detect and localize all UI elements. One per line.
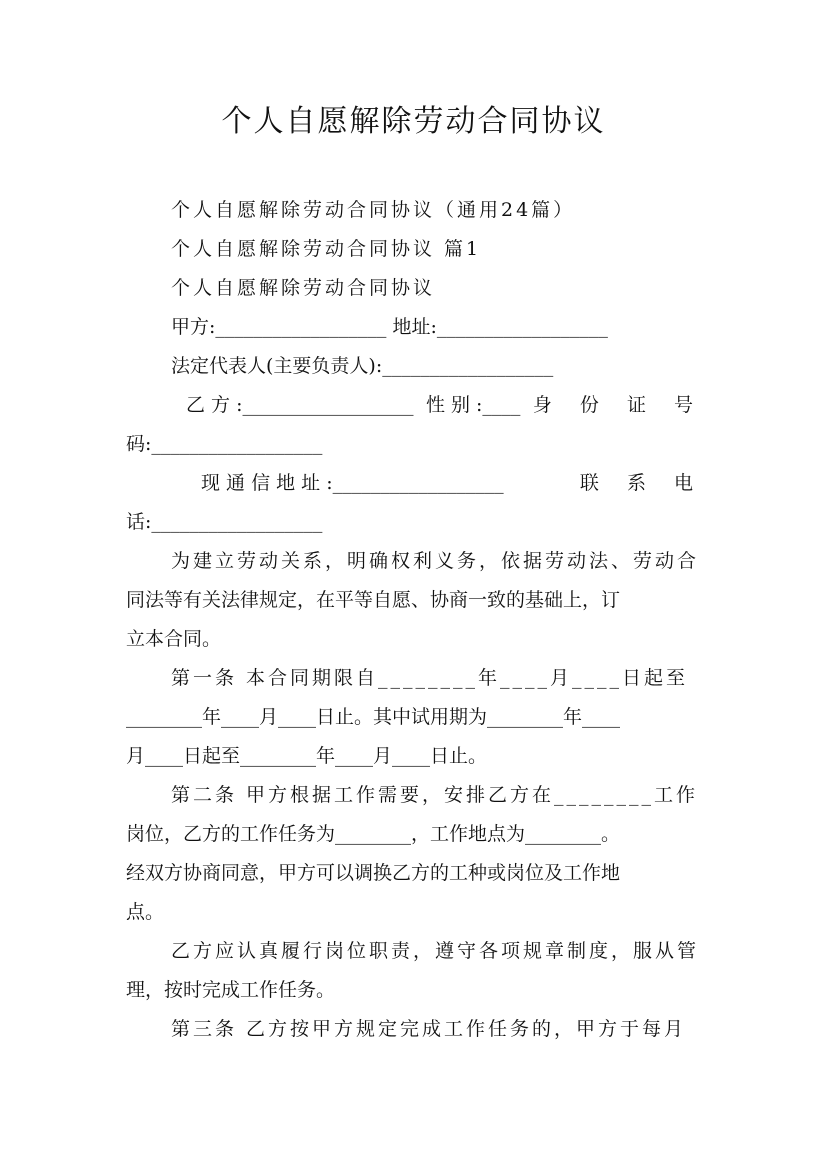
party-a-line: 甲方:__________________ 地址:__________________ [171,316,608,338]
agreement-heading: 个人自愿解除劳动合同协议 [171,277,436,299]
legal-rep-line: 法定代表人(主要负责人):__________________ [171,355,554,377]
paragraph-line: 同法等有关法律规定，在平等自愿、协商一致的基础上，订 [126,589,621,611]
paragraph-line: 立本合同。 [126,628,222,650]
article-2-line: 第二条 甲方根据工作需要，安排乙方在________工作 [171,784,699,806]
party-b-id-label: 身 份 证 号 [532,394,704,416]
article-2-line: 经双方协商同意，甲方可以调换乙方的工种或岗位及工作地 [126,862,621,884]
article-1-line: 月____日起至________年____月____日止。 [126,745,488,767]
party-b-gender-field: 性 别 :____ [425,394,521,416]
party-b-line [126,386,704,425]
section-heading: 个人自愿解除劳动合同协议 篇1 [171,238,482,260]
article-2-line: 点。 [126,901,165,923]
article-1-line: 第一条 本合同期限自________年____月____日起至 [171,667,689,689]
phone-field: 话:__________________ [126,511,323,533]
party-b-name-field: 乙 方 :__________________ [186,394,414,416]
article-3-line: 第三条 乙方按甲方规定完成工作任务的，甲方于每月 [171,1018,687,1040]
address-line [126,464,704,503]
document-title: 个人自愿解除劳动合同协议 [221,104,606,139]
article-2-line: 岗位，乙方的工作任务为________，工作地点为________。 [126,823,621,845]
phone-label: 联 系 电 [579,472,704,494]
document-body [126,191,704,1049]
party-b-id-field: 码:__________________ [126,433,323,455]
address-field: 现 通 信 地 址 :__________________ [201,472,504,494]
paragraph-line: 理，按时完成工作任务。 [126,979,336,1001]
paragraph-line: 乙方应认真履行岗位职责，遵守各项规章制度，服从管 [171,940,700,962]
paragraph-line: 为建立劳动关系，明确权利义务，依据劳动法、劳动合 [171,550,700,572]
subtitle-line: 个人自愿解除劳动合同协议（通用24篇） [171,199,576,221]
article-1-line: ________年____月____日止。其中试用期为________年____ [126,706,621,728]
